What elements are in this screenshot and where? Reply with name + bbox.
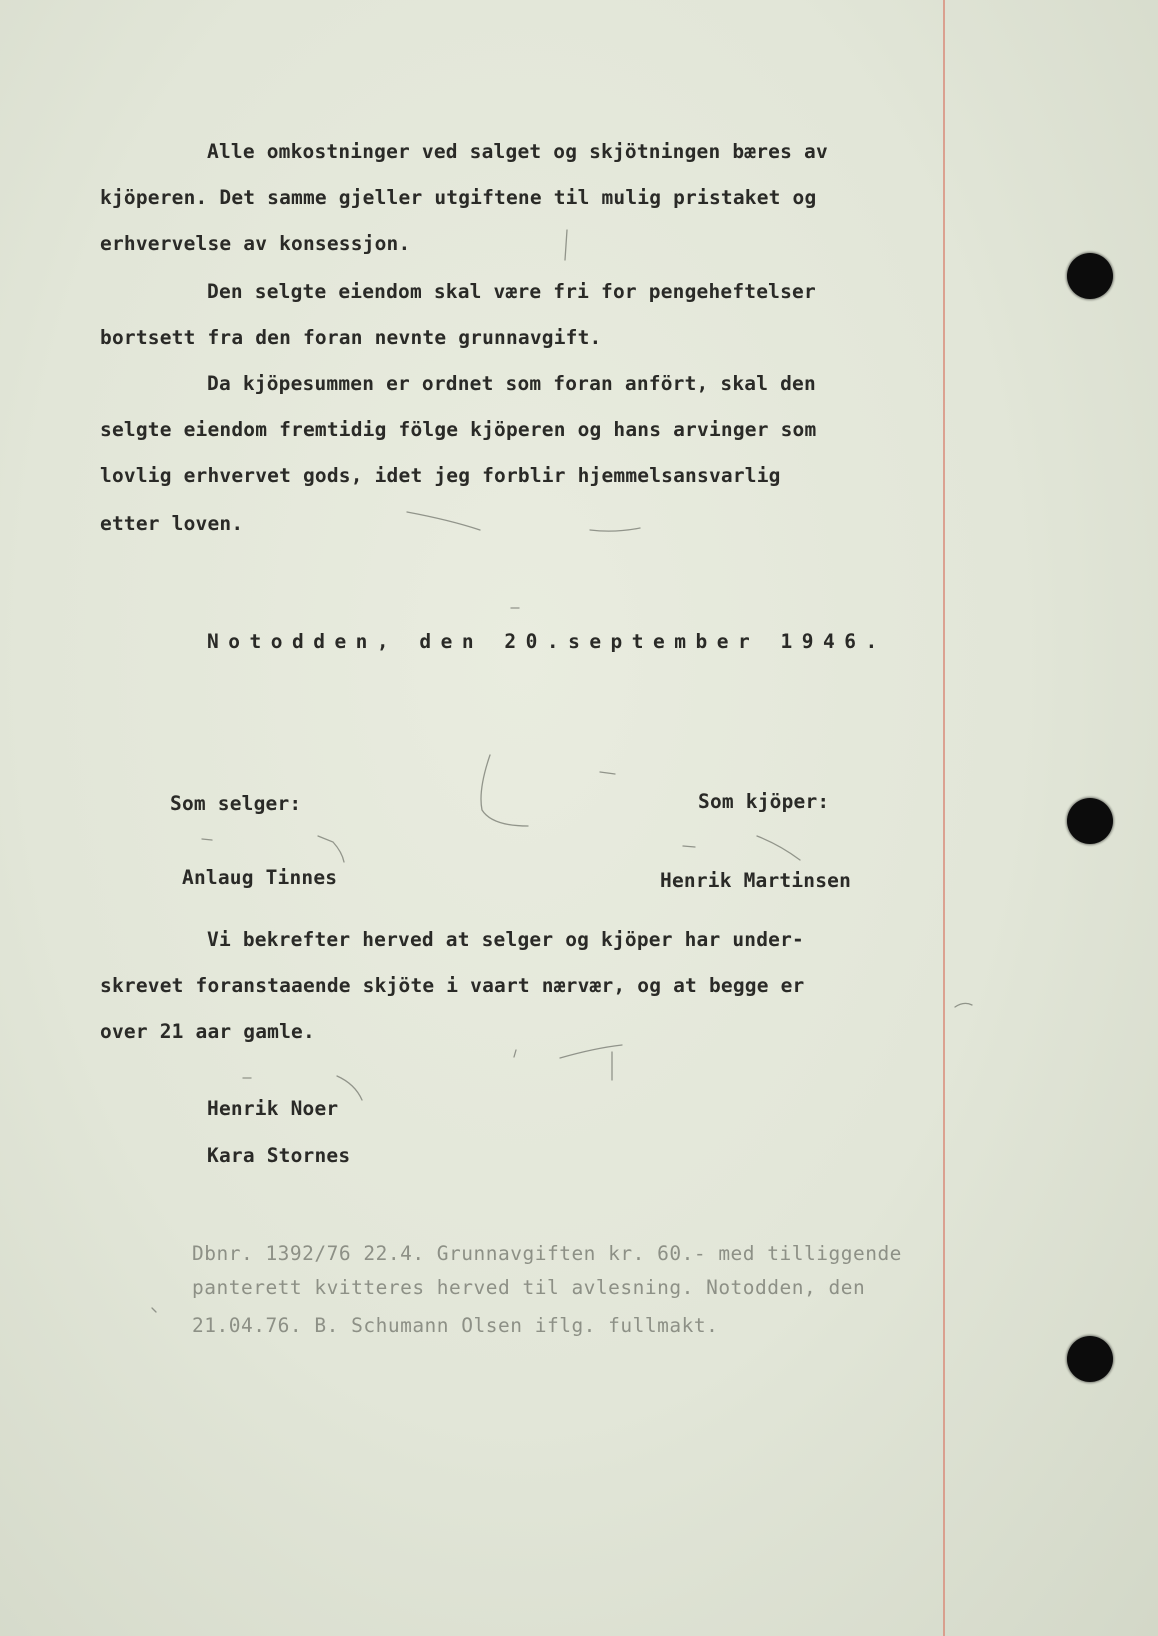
paragraph-1-line-3: erhvervelse av konsessjon. xyxy=(100,232,411,255)
witness-2-name: Kara Stornes xyxy=(207,1144,351,1167)
witness-1-name: Henrik Noer xyxy=(207,1097,339,1120)
witness-paragraph-line-3: over 21 aar gamle. xyxy=(100,1020,315,1043)
paragraph-3-line-1: Da kjöpesummen er ordnet som foran anfört, skal den xyxy=(207,372,816,395)
annotation-line-2: panterett kvitteres herved til avlesning. Notodden, den xyxy=(192,1276,866,1299)
seller-name: Anlaug Tinnes xyxy=(182,866,338,889)
place-and-date: Notodden, den 20.september 1946. xyxy=(207,630,887,653)
buyer-label: Som kjöper: xyxy=(698,790,830,813)
annotation-line-1: Dbnr. 1392/76 22.4. Grunnavgiften kr. 60.- med tilliggende xyxy=(192,1242,902,1265)
paragraph-1-line-1: Alle omkostninger ved salget og skjötningen bæres av xyxy=(207,140,828,163)
paragraph-3-line-2: selgte eiendom fremtidig fölge kjöperen og hans arvinger som xyxy=(100,418,817,441)
paragraph-3-line-3: lovlig erhvervet gods, idet jeg forblir hjemmelsansvarlig xyxy=(100,464,781,487)
seller-label: Som selger: xyxy=(170,792,302,815)
paragraph-1-line-2: kjöperen. Det samme gjeller utgiftene til mulig pristaket og xyxy=(100,186,817,209)
buyer-name: Henrik Martinsen xyxy=(660,869,852,892)
paragraph-2-line-1: Den selgte eiendom skal være fri for pengeheftelser xyxy=(207,280,816,303)
annotation-line-3: 21.04.76. B. Schumann Olsen iflg. fullmakt. xyxy=(192,1314,719,1337)
witness-paragraph-line-2: skrevet foranstaaende skjöte i vaart nærvær, og at begge er xyxy=(100,974,805,997)
paragraph-3-line-4: etter loven. xyxy=(100,512,244,535)
paragraph-2-line-2: bortsett fra den foran nevnte grunnavgift. xyxy=(100,326,602,349)
witness-paragraph-line-1: Vi bekrefter herved at selger og kjöper har under- xyxy=(207,928,804,951)
